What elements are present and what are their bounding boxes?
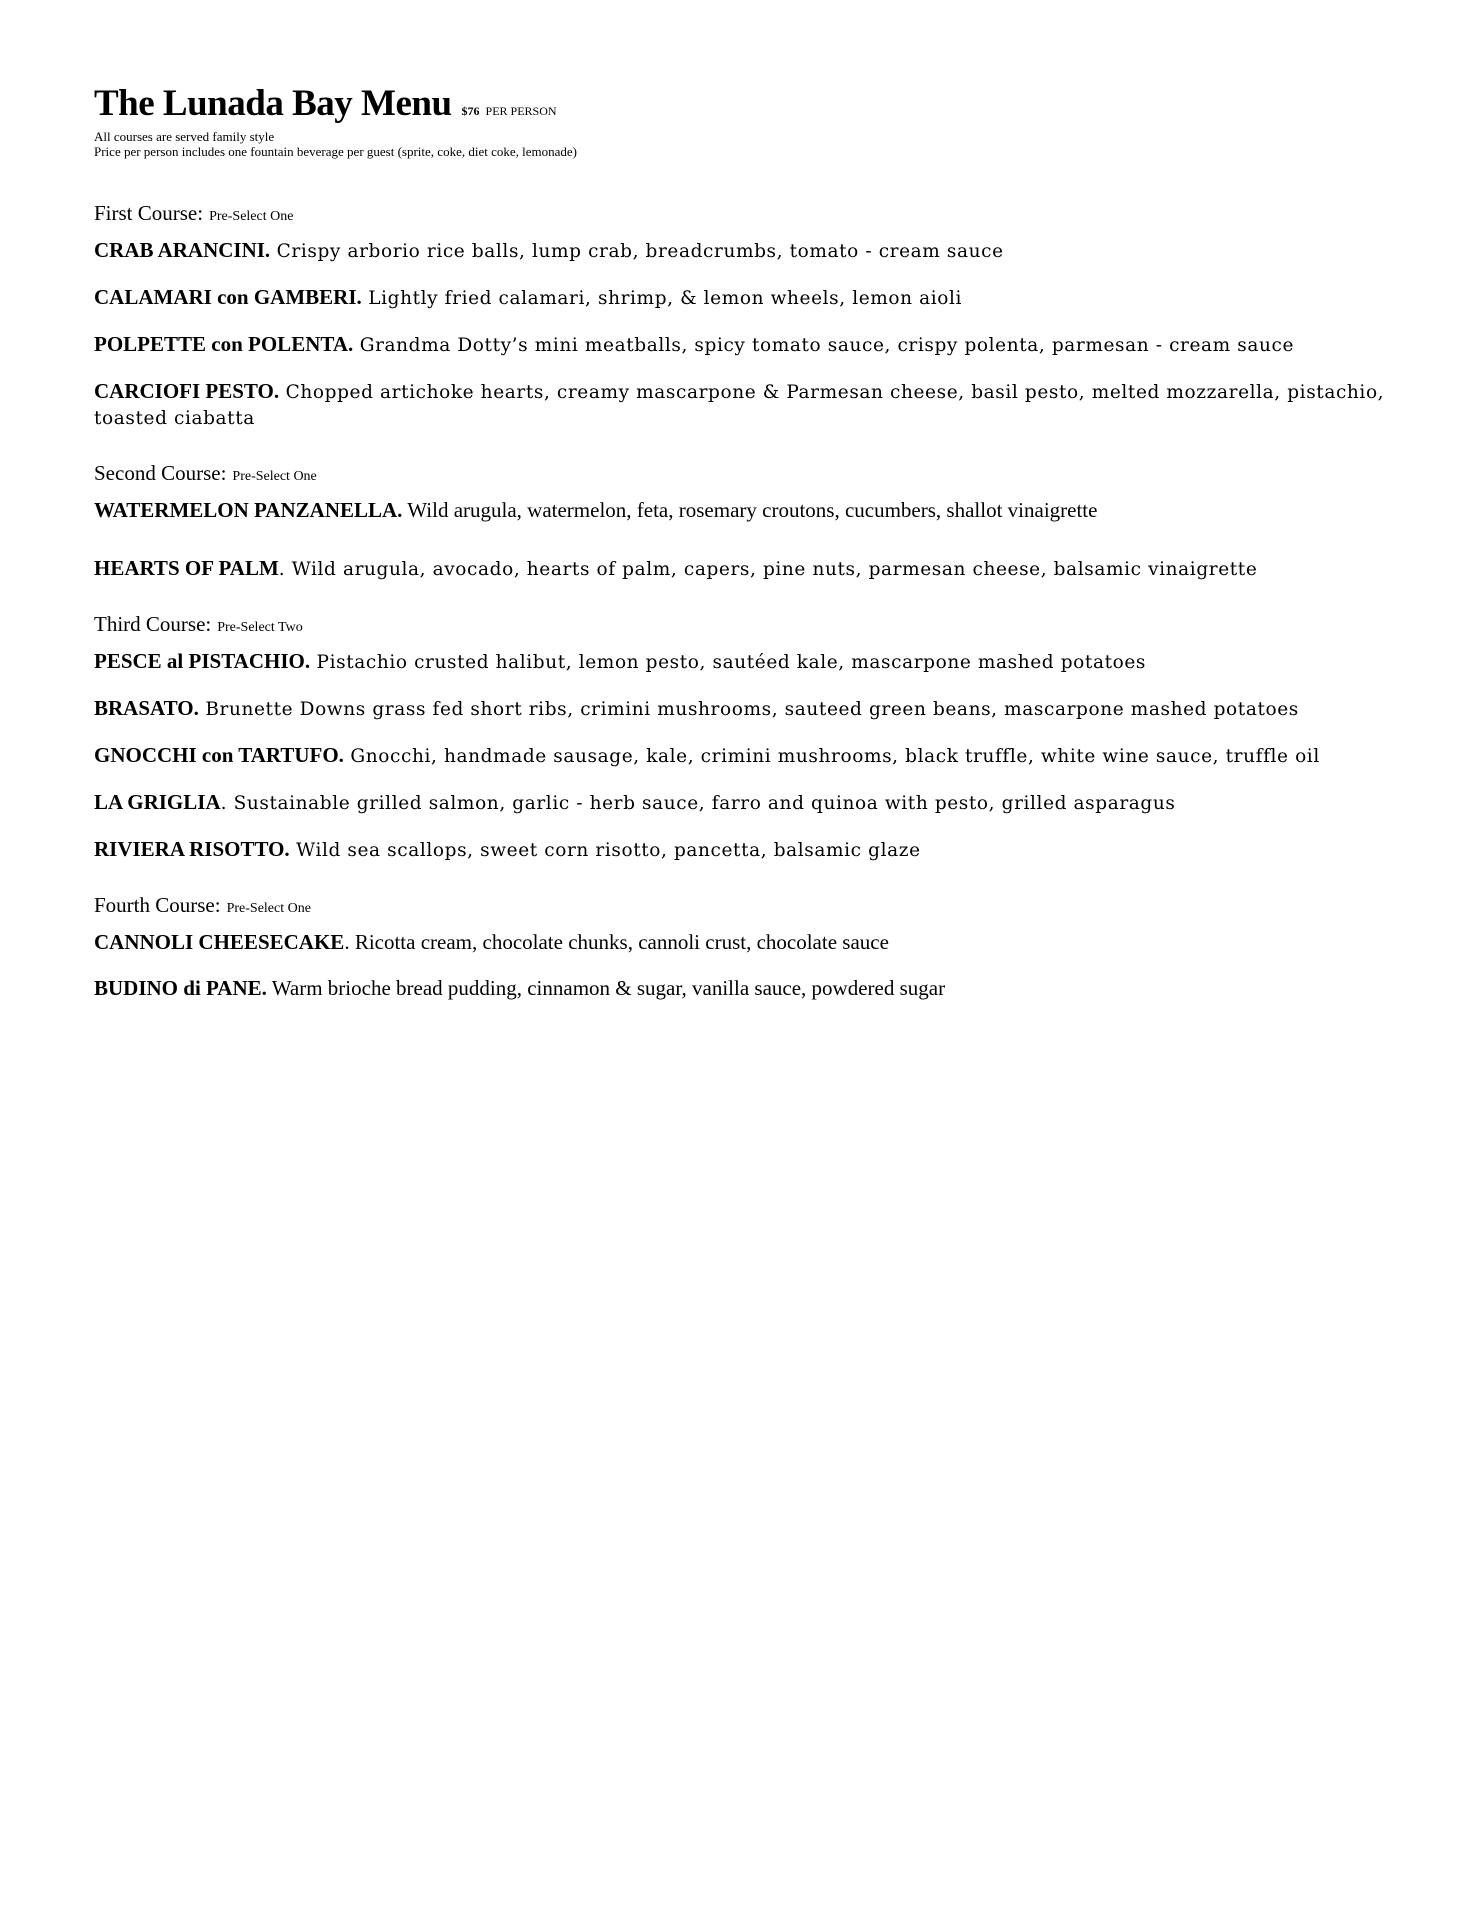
course-heading [94,461,1414,486]
item-description: . Ricotta cream, chocolate chunks, cannoli crust, chocolate sauce [344,930,889,954]
item-name: RIVIERA RISOTTO. [94,837,290,861]
course-fourth [94,893,1414,1001]
item-name: CARCIOFI PESTO. [94,379,280,403]
item-name: BUDINO di PANE. [94,976,267,1000]
menu-title: The Lunada Bay Menu [94,83,452,124]
note-family-style: All courses are served family style [94,129,275,144]
menu-item [94,976,1414,1001]
course-heading [94,201,1414,226]
item-description: Brunette Downs grass fed short ribs, crimini mushrooms, sauteed green beans, mascarpone mashed potatoes [198,699,1299,720]
item-description: Pistachio crusted halibut, lemon pesto, sautéed kale, mascarpone mashed potatoes [310,652,1146,673]
menu-item [94,332,1414,358]
menu-notes [94,129,1414,159]
menu-item [94,649,1414,675]
course-name: Second Course: [94,461,227,485]
item-name: CRAB ARANCINI. [94,238,271,262]
menu-item [94,498,1414,523]
menu-item [94,790,1414,816]
menu-header [94,82,1414,125]
course-select-note: Pre-Select One [232,469,317,484]
item-name: CANNOLI CHEESECAKE [94,930,345,954]
price-unit: PER PERSON [485,104,557,118]
item-name: POLPETTE con POLENTA. [94,332,354,356]
note-beverage: Price per person includes one fountain beverage per guest (sprite, coke, diet coke, lemonade) [94,144,577,159]
item-name: WATERMELON PANZANELLA. [94,498,403,522]
course-heading [94,893,1414,918]
item-description: Wild arugula, watermelon, feta, rosemary croutons, cucumbers, shallot vinaigrette [402,498,1098,522]
item-description: . Sustainable grilled salmon, garlic - herb sauce, farro and quinoa with pesto, grilled asparagus [220,793,1176,814]
menu-item [94,379,1414,431]
course-second [94,461,1414,582]
item-description: . Wild arugula, avocado, hearts of palm, capers, pine nuts, parmesan cheese, balsamic vinaigrette [278,559,1258,580]
course-select-note: Pre-Select One [209,209,294,224]
menu-item [94,837,1414,863]
course-select-note: Pre-Select Two [217,620,303,635]
course-first [94,201,1414,431]
item-name: GNOCCHI con TARTUFO. [94,743,344,767]
item-name: BRASATO. [94,696,199,720]
menu-item [94,696,1414,722]
course-name: Fourth Course: [94,893,221,917]
course-select-note: Pre-Select One [226,901,311,916]
course-name: Third Course: [94,612,212,636]
item-name: LA GRIGLIA [94,790,221,814]
price-block [462,100,557,119]
menu-item [94,556,1414,582]
item-description: Grandma Dotty’s mini meatballs, spicy tomato sauce, crispy polenta, parmesan - cream sauce [353,335,1295,356]
item-description: Crispy arborio rice balls, lump crab, breadcrumbs, tomato - cream sauce [270,241,1004,262]
item-name: HEARTS OF PALM [94,556,279,580]
course-third [94,612,1414,863]
menu-page [94,82,1414,1001]
item-description: Lightly fried calamari, shrimp, & lemon wheels, lemon aioli [361,288,963,309]
menu-item [94,743,1414,769]
item-name: PESCE al PISTACHIO. [94,649,311,673]
menu-item [94,238,1414,264]
course-name: First Course: [94,201,204,225]
price-value: $76 [461,104,480,118]
menu-item [94,930,1414,955]
item-description: Chopped artichoke hearts, creamy mascarpone & Parmesan cheese, basil pesto, melted mozzarella, pistachio, toasted ciabatta [94,382,1385,429]
item-name: CALAMARI con GAMBERI. [94,285,362,309]
item-description: Wild sea scallops, sweet corn risotto, pancetta, balsamic glaze [289,840,921,861]
menu-item [94,285,1414,311]
item-description: Gnocchi, handmade sausage, kale, crimini mushrooms, black truffle, white wine sauce, truffle oil [343,746,1320,767]
course-heading [94,612,1414,637]
item-description: Warm brioche bread pudding, cinnamon & sugar, vanilla sauce, powdered sugar [266,976,946,1000]
